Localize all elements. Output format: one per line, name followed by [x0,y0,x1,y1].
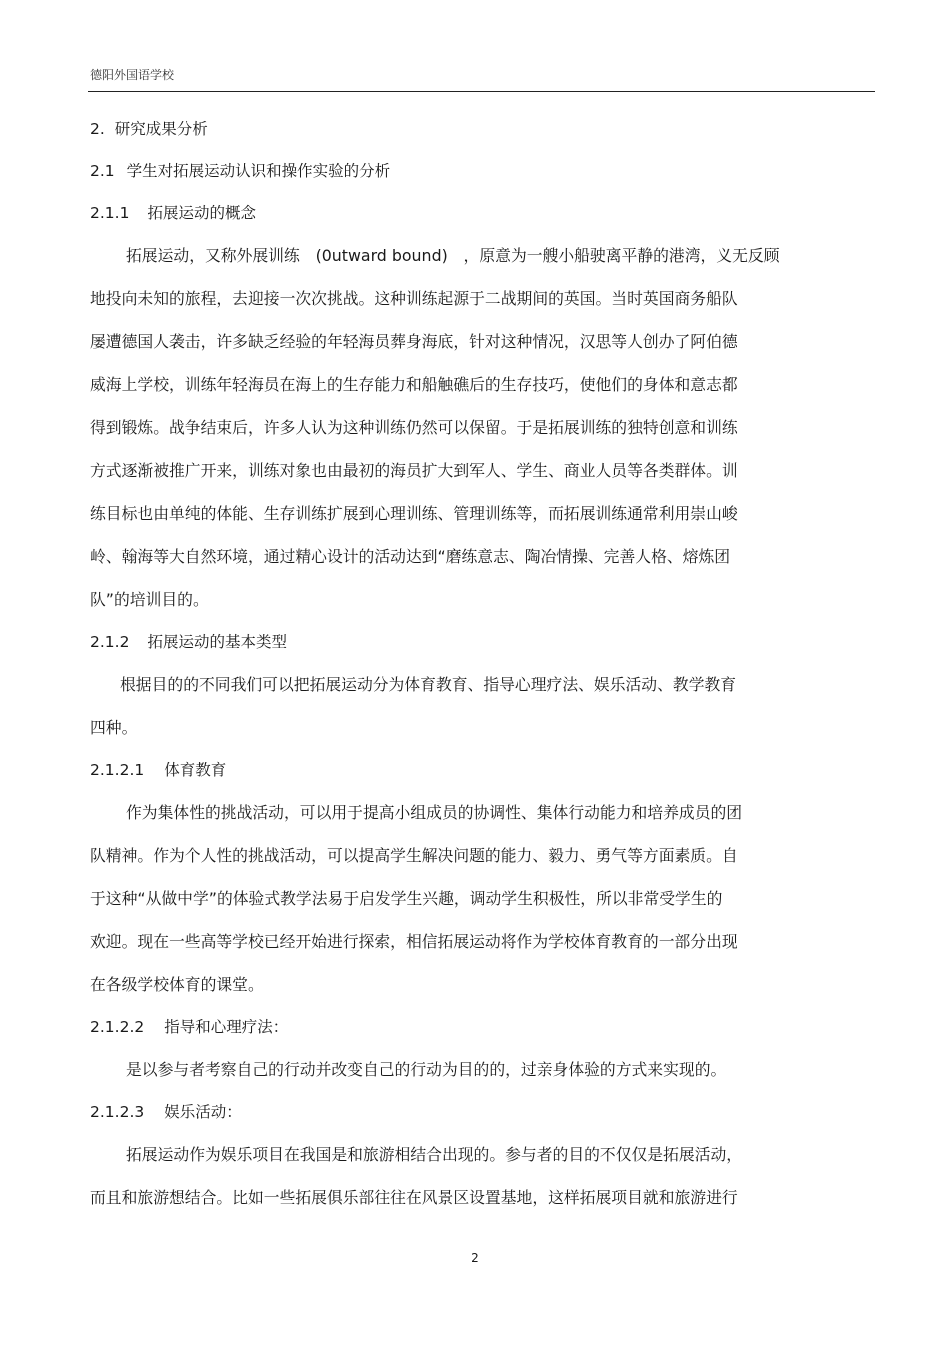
paragraph-pe [90,791,850,1006]
text-line: 根据目的的不同我们可以把拓展运动分为体育教育、指导心理疗法、娱乐活动、教学教育 [120,675,737,694]
text-line: 在各级学校体育的课堂。 [90,975,264,994]
text-line: 队”的培训目的。 [90,590,209,609]
heading-title: 体育教育 [164,761,227,779]
text-line: 队精神。作为个人性的挑战活动，可以提高学生解决问题的能力、毅力、勇气等方面素质。自 [90,846,738,865]
text-line: 方式逐渐被推广开来，训练对象也由最初的海员扩大到军人、学生、商业人员等各类群体。训 [90,461,738,480]
text-line: 欢迎。现在一些高等学校已经开始进行探索，相信拓展运动将作为学校体育教育的一部分出现 [90,932,738,951]
paragraph-concept [90,234,850,621]
text-line: 是以参与者考察自己的行动并改变自己的行动为目的的，过亲身体验的方式来实现的。 [126,1060,727,1079]
heading-title: 娱乐活动： [164,1103,242,1121]
text-line: 威海上学校，训练年轻海员在海上的生存能力和船触礁后的生存技巧，使他们的身体和意志都 [90,375,738,394]
heading-title: 指导和心理疗法： [164,1018,289,1036]
text-line: 作为集体性的挑战活动，可以用于提高小组成员的协调性、集体行动能力和培养成员的团 [126,803,743,822]
text-line: 岭、翰海等大自然环境，通过精心设计的活动达到“磨练意志、陶冶情操、完善人格、熔炼团 [90,547,731,566]
heading-title: 研究成果分析 [114,120,208,138]
heading-title: 学生对拓展运动认识和操作实验的分析 [126,162,391,180]
paragraph-entertainment [90,1133,850,1219]
header-rule [88,91,875,92]
text-line: 得到锻炼。战争结束后，许多人认为这种训练仍然可以保留。于是拓展训练的独特创意和训练 [90,418,738,437]
heading-2-1-2-2 [90,1006,850,1048]
heading-2-1-2-1 [90,749,850,791]
paragraph-therapy [90,1048,850,1091]
heading-2-1-2 [90,621,850,663]
text-line: 拓展运动作为娱乐项目在我国是和旅游相结合出现的。参与者的目的不仅仅是拓展活动， [126,1145,743,1164]
document-body [90,108,850,1219]
page-number: 2 [471,1251,479,1265]
heading-number: 2.1.1 [90,204,130,222]
heading-2-1-2-3 [90,1091,850,1133]
text-line: 而且和旅游想结合。比如一些拓展俱乐部往往在风景区设置基地，这样拓展项目就和旅游进行 [90,1188,738,1207]
heading-title: 拓展运动的概念 [147,204,256,222]
text-line: 四种。 [90,718,138,737]
page-header-school: 德阳外国语学校 [90,68,175,82]
heading-number: 2.1 [90,162,115,180]
text-line: 练目标也由单纯的体能、生存训练扩展到心理训练、管理训练等，而拓展训练通常利用崇山峻 [90,504,738,523]
text-line: 地投向未知的旅程，去迎接一次次挑战。这种训练起源于二战期间的英国。当时英国商务船队 [90,289,738,308]
heading-number: 2.1.2.2 [90,1018,145,1036]
heading-2-1-1 [90,192,850,234]
heading-2 [90,108,850,150]
text-line: 于这种“从做中学”的体验式教学法易于启发学生兴趣，调动学生积极性，所以非常受学生的 [90,889,723,908]
heading-number: 2.1.2.1 [90,761,145,779]
heading-number: 2.1.2 [90,633,130,651]
text-line: 拓展运动，又称外展训练 (0utward bound) ，原意为一艘小船驶离平静的港湾，义无反顾 [126,246,780,265]
paragraph-types [90,663,850,749]
text-line: 屡遭德国人袭击，许多缺乏经验的年轻海员葬身海底，针对这种情况，汉思等人创办了阿伯德 [90,332,738,351]
heading-2-1 [90,150,850,192]
heading-number: 2.1.2.3 [90,1103,145,1121]
heading-title: 拓展运动的基本类型 [147,633,287,651]
heading-number: 2. [90,120,105,138]
